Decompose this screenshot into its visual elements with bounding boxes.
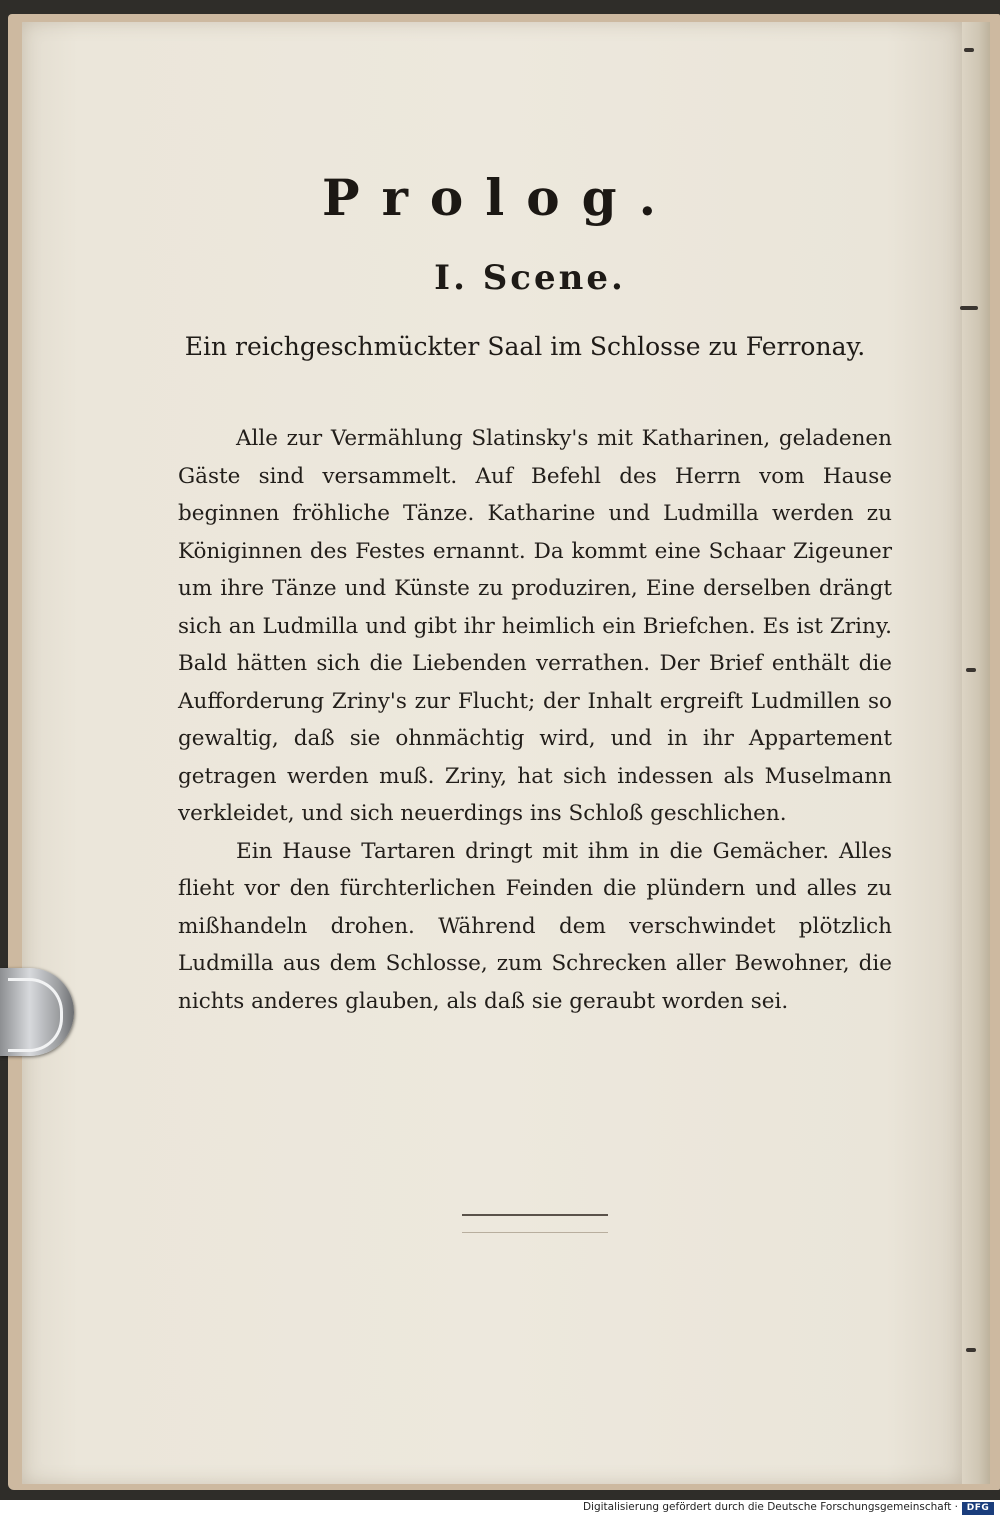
paragraph: Ein Hause Tartaren dringt mit ihm in die Gemächer. Alles flieht vor den fürchterlichen Feinden die plündern und alles zu mißhandeln drohen. Während dem verschwindet plötzlich Ludmilla aus dem Schlosse, zum Schrecken aller Bewohner, die nichts anderes glauben, als daß sie geraubt worden sei. — [178, 838, 892, 1014]
binding-thread — [966, 1348, 976, 1352]
scene-heading: I. Scene. — [434, 258, 626, 298]
body-text — [178, 420, 892, 1020]
scene-setting: Ein reichgeschmückter Saal im Schlosse zu Ferronay. — [184, 332, 866, 361]
page-title: Prolog. — [321, 168, 678, 227]
page-clip-inner — [8, 978, 63, 1052]
binding-thread — [964, 48, 974, 52]
paragraph: Alle zur Vermählung Slatinsky's mit Katharinen, geladenen Gäste sind versammelt. Auf Befehl des Herrn vom Hause beginnen fröhliche Tänze. Katharine und Ludmilla werden zu Königinnen des Festes ernannt. Da kommt eine Schaar Zigeuner um ihre Tänze und Künste zu produziren, Eine derselben drängt sich an Ludmilla und gibt ihr heimlich ein Briefchen. Es ist Zriny. Bald hätten sich die Liebenden verrathen. Der Brief enthält die Aufforderung Zriny's zur Flucht; der Inhalt ergreift Ludmillen so gewaltig, daß sie ohnmächtig wird, und in ihr Appartement getragen werden muß. Zriny, hat sich indessen als Muselmann verkleidet, und sich neuerdings ins Schloß geschlichen. — [178, 426, 892, 826]
section-divider-shadow — [462, 1232, 608, 1233]
footer-credit: Digitalisierung gefördert durch die Deutsche Forschungsgemeinschaft · — [582, 1501, 958, 1513]
binding-edge — [962, 22, 990, 1484]
dfg-logo: DFG — [962, 1502, 994, 1515]
binding-thread — [960, 306, 978, 310]
section-divider — [462, 1214, 608, 1216]
binding-thread — [966, 668, 976, 672]
